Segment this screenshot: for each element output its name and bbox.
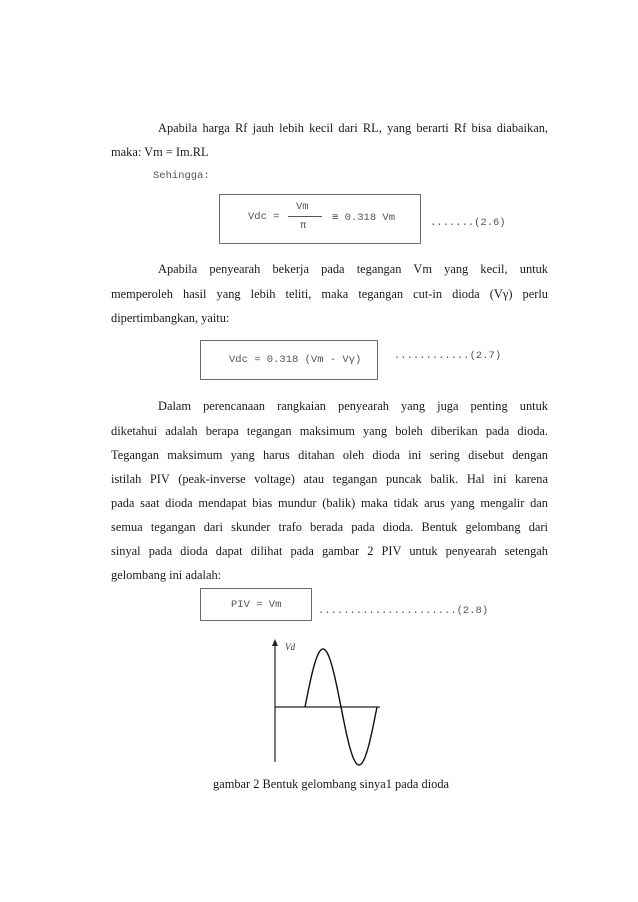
para2-line-3: dipertimbangkan, yaitu:: [111, 311, 230, 325]
para3-line-7: sinyal pada dioda dapat dilihat pada gambar 2 PIV untuk penyearah setengah: [111, 544, 548, 558]
eq26-numerator: Vm: [296, 201, 309, 213]
vd-axis-label: Vd: [285, 642, 295, 652]
equation-2-6-box: [219, 194, 421, 244]
eq26-denominator: π: [300, 220, 307, 232]
eq28-number: ......................(2.8): [318, 605, 489, 617]
equation-2-7-box: [200, 340, 378, 380]
eq26-lhs: Vdc =: [248, 211, 280, 223]
para3-line-4: istilah PIV (peak-inverse voltage) atau tegangan puncak balik. Hal ini karena: [111, 472, 548, 486]
eq26-rhs: ≅ 0.318 Vm: [332, 212, 396, 224]
equation-2-8-box: [200, 588, 312, 621]
eq28-expr: PIV = Vm: [231, 599, 282, 611]
eq26-fraction-bar: [288, 216, 322, 217]
para3-line-6: semua tegangan dari skunder trafo berada pada dioda. Bentuk gelombang dari: [111, 520, 548, 534]
eq27-number: ............(2.7): [394, 350, 502, 362]
para3-line-1: Dalam perencanaan rangkaian penyearah yang juga penting untuk: [158, 399, 548, 413]
para3-line-5: pada saat dioda mendapat bias mundur (balik) maka tidak arus yang mengalir dan: [111, 496, 548, 510]
intro-line-1: Apabila harga Rf jauh lebih kecil dari RL, yang berarti Rf bisa diabaikan,: [158, 121, 548, 135]
para2-line-2: memperoleh hasil yang lebih teliti, maka tegangan cut-in dioda (Vγ) perlu: [111, 287, 548, 301]
sehingga-label: Sehingga:: [153, 170, 210, 182]
para3-line-8: gelombang ini adalah:: [111, 568, 222, 582]
eq26-number: .......(2.6): [430, 217, 506, 229]
para2-line-1: Apabila penyearah bekerja pada tegangan Vm yang kecil, untuk: [158, 262, 548, 276]
para3-line-3: Tegangan maksimum yang harus ditahan oleh dioda ini sering disebut dengan: [111, 448, 548, 462]
figure-caption: gambar 2 Bentuk gelombang sinya1 pada dioda: [213, 777, 450, 791]
eq27-expr: Vdc = 0.318 (Vm - Vγ): [229, 354, 362, 366]
axis-arrowhead: [272, 639, 278, 646]
diode-waveform-figure: [255, 636, 390, 766]
intro-line-2: maka: Vm = Im.RL: [111, 145, 209, 159]
para3-line-2: diketahui adalah berapa tegangan maksimum yang boleh diberikan pada dioda.: [111, 424, 548, 438]
